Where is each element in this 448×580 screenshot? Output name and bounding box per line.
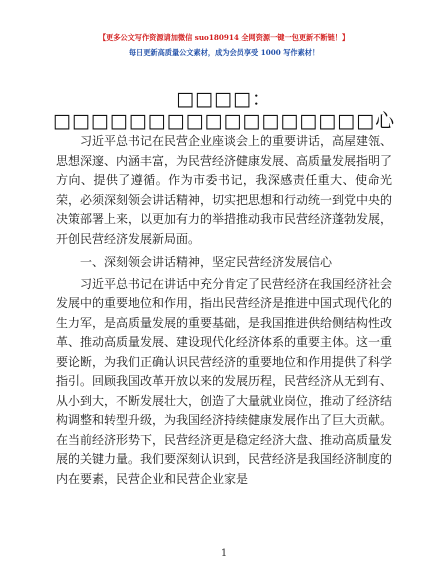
body-paragraph: 习近平总书记在讲话中充分肯定了民营经济在我国经济社会发展中的重要地位和作用，指出民营经济是推进中国式现代化的生力军，是高质量发展的重要基础，是我国推进供给侧结构性改革、推动高质量发展、建设现代化经济体系的重要主体。这一重要论断，为我们正确认识民营经济的重要地位和作用提供了科学指引。回顾我国改革开放以来的发展历程，民营经济从无到有、从小到大，不断发展壮大，创造了大量就业岗位，推动了经济结构调整和转型升级，为我国经济持续健康发展作出了巨大贡献。在当前经济形势下，民营经济更是稳定经济大盘、推动高质量发展的关键力量。我们要深刻认识到，民营经济是我国经济制度的内在要素，民营企业和民营企业家是	[56, 276, 393, 486]
page-number: 1	[220, 548, 228, 559]
promo-banner-line-1: 【更多公文写作资源请加微信 suo180914 全网资源一键一包更新不断链！】	[98, 33, 350, 42]
section-heading: 一、深刻领会讲话精神，坚定民营经济发展信心	[80, 255, 333, 269]
intro-paragraph: 习近平总书记在民营企业座谈会上的重要讲话，高屋建瓴、思想深邃、内涵丰富，为民营经济健康发展、高质量发展指明了方向、提供了遵循。作为市委书记，我深感责任重大、使命光荣，必须深刻领会讲话精神，切实把思想和行动统一到党中央的决策部署上来，以更加有力的举措推动我市民营经济蓬勃发展，开创民营经济发展新局面。	[56, 134, 393, 246]
promo-banner-line-2: 每日更新高质量公文素材，成为会员享受 1000 写作素材！	[128, 48, 320, 57]
document-title: □□□□：□□□□□□□□□□□□□□□□□心	[52, 88, 396, 132]
document-body	[56, 132, 392, 489]
promo-banner	[0, 30, 448, 60]
